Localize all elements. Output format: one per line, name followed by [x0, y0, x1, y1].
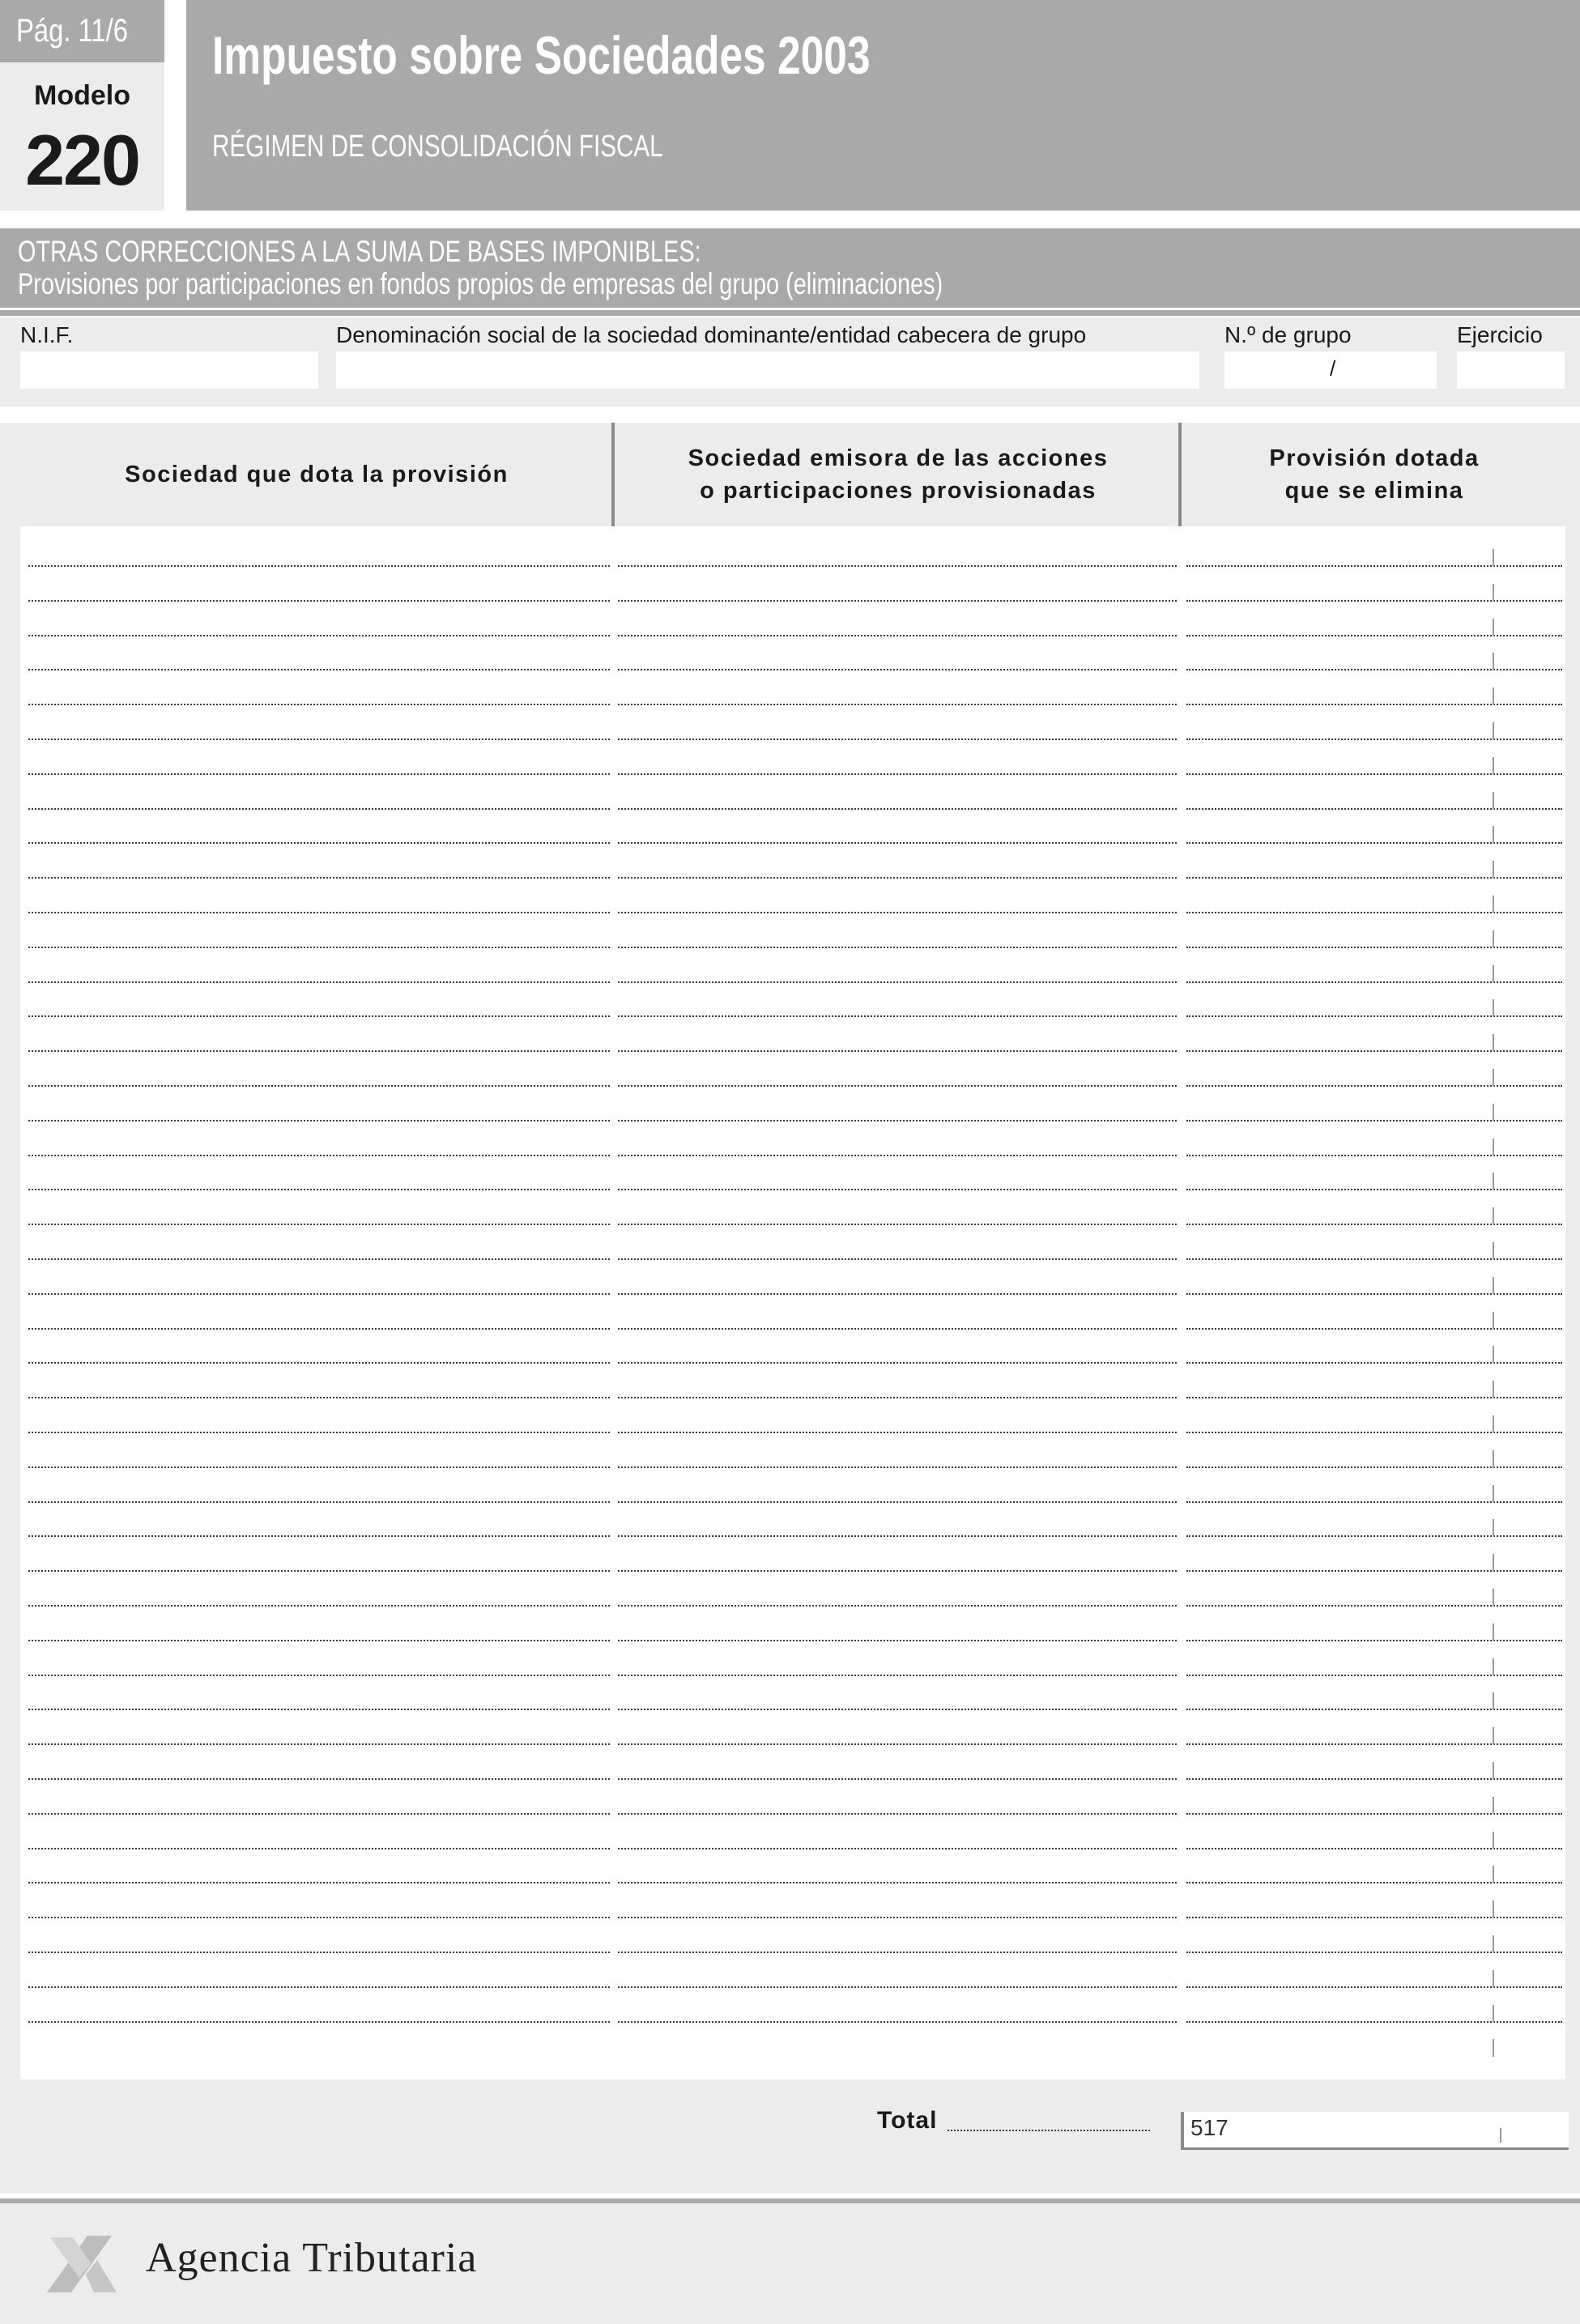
entry-line — [618, 1813, 1177, 1815]
table-row[interactable] — [20, 1207, 1565, 1225]
entry-line — [28, 1050, 610, 1052]
decimal-tick — [1493, 965, 1494, 983]
decimal-tick — [1493, 549, 1494, 567]
decimal-tick — [1493, 999, 1494, 1017]
table-row[interactable] — [20, 1970, 1565, 1988]
table-row[interactable] — [20, 1173, 1565, 1190]
entry-line — [1186, 1778, 1562, 1780]
entry-line — [28, 1155, 610, 1156]
entry-line — [1186, 704, 1562, 705]
decimal-tick — [1493, 1797, 1494, 1815]
entry-line — [1186, 1155, 1562, 1156]
entry-line — [618, 877, 1177, 879]
table-row[interactable] — [20, 1797, 1565, 1815]
entry-line — [28, 1466, 610, 1468]
entry-line — [618, 1466, 1177, 1468]
entry-line — [1186, 1570, 1562, 1572]
entry-line — [618, 1675, 1177, 1676]
decimal-tick — [1493, 826, 1494, 844]
entry-line — [1186, 1120, 1562, 1122]
section-heading-line1: OTRAS CORRECCIONES A LA SUMA DE BASES IMPONIBLES: — [18, 235, 701, 268]
title-box — [186, 0, 1580, 211]
table-row[interactable] — [20, 896, 1565, 913]
entry-line — [1186, 600, 1562, 602]
entry-line — [618, 1397, 1177, 1398]
entry-line — [618, 1848, 1177, 1849]
entry-line — [1186, 947, 1562, 948]
entry-line — [1186, 738, 1562, 740]
table-row[interactable] — [20, 1242, 1565, 1260]
page-number: Pág. 11/6 — [16, 13, 128, 49]
decimal-tick — [1493, 1207, 1494, 1225]
entry-line — [28, 565, 610, 567]
entry-line — [1186, 1328, 1562, 1330]
entry-line — [1186, 1917, 1562, 1918]
entry-line — [1186, 842, 1562, 844]
table-row[interactable] — [20, 861, 1565, 879]
entry-line — [1186, 1709, 1562, 1710]
entry-line — [1186, 1743, 1562, 1745]
entry-line — [1186, 1952, 1562, 1953]
divider — [0, 310, 1580, 316]
entry-line — [1186, 1813, 1562, 1815]
table-row[interactable] — [20, 1832, 1565, 1849]
entry-line — [28, 981, 610, 983]
denominacion-field[interactable] — [336, 351, 1199, 389]
table-row[interactable] — [20, 1381, 1565, 1398]
entry-line — [28, 1882, 610, 1883]
decimal-tick — [1493, 1900, 1494, 1918]
col-header-provision-dotada-line1: Provisión dotada — [1269, 445, 1480, 471]
decimal-tick — [1493, 584, 1494, 602]
section-heading — [0, 228, 1580, 308]
entry-line — [1186, 1224, 1562, 1225]
entry-line — [618, 947, 1177, 948]
entry-line — [28, 1952, 610, 1953]
entry-line — [28, 1501, 610, 1503]
entry-line — [28, 912, 610, 913]
table-row[interactable] — [20, 1034, 1565, 1052]
decimal-tick — [1493, 1935, 1494, 1953]
col-header-provision-dotada — [1183, 423, 1565, 526]
col-header-sociedad-dota — [20, 423, 613, 526]
entry-line — [618, 1432, 1177, 1433]
col-header-sociedad-emisora-line2: o participaciones provisionadas — [700, 478, 1097, 504]
decimal-tick — [1493, 1832, 1494, 1849]
entry-line — [618, 738, 1177, 740]
identification-row — [0, 317, 1580, 406]
entry-line — [28, 877, 610, 879]
entry-line — [1186, 1293, 1562, 1295]
entry-line — [618, 981, 1177, 983]
entry-line — [618, 1328, 1177, 1330]
entry-line — [1186, 1640, 1562, 1641]
table-row[interactable] — [20, 1485, 1565, 1503]
footer — [0, 2203, 1580, 2324]
grupo-label: N.º de grupo — [1224, 322, 1352, 347]
col-header-provision-dotada-line2: que se elimina — [1284, 478, 1464, 504]
table-row[interactable] — [20, 1104, 1565, 1122]
decimal-tick — [1493, 930, 1494, 948]
entry-line — [28, 1015, 610, 1017]
entry-line — [618, 704, 1177, 705]
provisions-table — [0, 423, 1580, 2194]
entry-line — [28, 1189, 610, 1190]
entry-line — [1186, 635, 1562, 636]
decimal-tick — [1493, 1658, 1494, 1676]
decimal-tick — [1493, 722, 1494, 740]
decimal-tick — [1493, 1692, 1494, 1710]
entry-line — [28, 1570, 610, 1572]
page-number-box — [0, 0, 164, 62]
entry-line — [618, 1743, 1177, 1745]
decimal-tick — [1493, 1173, 1494, 1190]
entry-line — [28, 1709, 610, 1710]
entry-line — [1186, 565, 1562, 567]
entry-line — [28, 2021, 610, 2023]
entry-line — [618, 1986, 1177, 1988]
entry-line — [1186, 1362, 1562, 1364]
entry-line — [1186, 1605, 1562, 1607]
table-row[interactable] — [20, 1935, 1565, 1953]
entry-line — [28, 1675, 610, 1676]
entry-line — [28, 669, 610, 670]
decimal-tick — [1500, 2128, 1501, 2143]
entry-line — [1186, 1848, 1562, 1849]
table-row[interactable] — [20, 722, 1565, 740]
ejercicio-field[interactable] — [1457, 351, 1565, 389]
total-leader-dots — [948, 2130, 1150, 2131]
entry-line — [28, 1120, 610, 1122]
entry-line — [1186, 877, 1562, 879]
entry-line — [618, 1155, 1177, 1156]
entry-line — [618, 1362, 1177, 1364]
entry-line — [618, 669, 1177, 670]
footer-brand: Agencia Tributaria — [146, 2235, 478, 2281]
table-row[interactable] — [20, 1762, 1565, 1780]
table-row[interactable] — [20, 826, 1565, 844]
decimal-tick — [1493, 1381, 1494, 1398]
entry-line — [1186, 1501, 1562, 1503]
nif-field[interactable] — [20, 351, 318, 389]
table-row[interactable] — [20, 687, 1565, 705]
decimal-tick — [1493, 1104, 1494, 1122]
table-row[interactable] — [20, 965, 1565, 983]
table-row[interactable] — [20, 653, 1565, 670]
entry-line — [28, 1605, 610, 1607]
table-row[interactable] — [20, 549, 1565, 567]
entry-line — [1186, 1397, 1562, 1398]
model-box — [0, 62, 164, 211]
entry-line — [28, 1397, 610, 1398]
entry-line — [618, 1501, 1177, 1503]
entry-line — [618, 2021, 1177, 2023]
entry-line — [28, 704, 610, 705]
entry-line — [618, 565, 1177, 567]
table-row[interactable] — [20, 1519, 1565, 1537]
entry-line — [618, 912, 1177, 913]
entry-line — [618, 1570, 1177, 1572]
table-row[interactable] — [20, 757, 1565, 775]
entry-line — [618, 1189, 1177, 1190]
total-field[interactable] — [1181, 2112, 1569, 2150]
entry-line — [1186, 1986, 1562, 1988]
entry-line — [28, 1848, 610, 1849]
entry-line — [618, 808, 1177, 810]
entry-line — [28, 1743, 610, 1745]
table-row[interactable] — [20, 2005, 1565, 2023]
entry-line — [28, 1535, 610, 1537]
decimal-tick — [1493, 1415, 1494, 1433]
entry-line — [618, 1015, 1177, 1017]
section-heading-line2: Provisiones por participaciones en fondos propios de empresas del grupo (eliminaciones) — [18, 267, 943, 300]
decimal-tick — [1493, 757, 1494, 775]
entry-line — [1186, 808, 1562, 810]
decimal-tick — [1493, 1485, 1494, 1503]
table-row[interactable] — [20, 999, 1565, 1017]
entry-line — [28, 738, 610, 740]
entry-line — [28, 1640, 610, 1641]
nif-label: N.I.F. — [20, 322, 74, 347]
table-row[interactable] — [20, 1900, 1565, 1918]
decimal-tick — [1493, 1624, 1494, 1641]
table-row[interactable] — [20, 1727, 1565, 1745]
entry-line — [1186, 1258, 1562, 1260]
entry-line — [1186, 1675, 1562, 1676]
entry-line — [618, 773, 1177, 775]
decimal-tick — [1493, 1069, 1494, 1087]
decimal-tick — [1493, 861, 1494, 879]
table-row[interactable] — [20, 1277, 1565, 1295]
entry-line — [28, 1362, 610, 1364]
entry-line — [1186, 1189, 1562, 1190]
decimal-tick — [1493, 1346, 1494, 1364]
entry-line — [618, 1085, 1177, 1087]
entry-line — [618, 1258, 1177, 1260]
entry-line — [28, 1813, 610, 1815]
col-header-sociedad-emisora-line1: Sociedad emisora de las acciones — [688, 445, 1109, 471]
entry-line — [1186, 912, 1562, 913]
total-label: Total — [877, 2107, 938, 2134]
table-row[interactable] — [20, 1415, 1565, 1433]
entry-line — [1186, 981, 1562, 983]
entry-line — [28, 635, 610, 636]
decimal-tick — [1493, 1034, 1494, 1052]
table-row[interactable] — [20, 1069, 1565, 1087]
decimal-tick — [1493, 1866, 1494, 1883]
entry-line — [618, 1293, 1177, 1295]
col-header-sociedad-dota-text: Sociedad que dota la provisión — [125, 462, 509, 487]
grupo-separator: / — [1330, 356, 1336, 381]
table-row[interactable] — [20, 1866, 1565, 1883]
model-number: 220 — [25, 120, 139, 200]
table-body — [20, 526, 1565, 2079]
table-row[interactable] — [20, 792, 1565, 810]
agencia-tributaria-logo-icon — [40, 2228, 121, 2301]
entry-line — [1186, 1432, 1562, 1433]
model-label: Modelo — [34, 80, 130, 111]
decimal-tick — [1493, 2005, 1494, 2023]
table-row[interactable] — [20, 1139, 1565, 1156]
entry-line — [28, 1085, 610, 1087]
table-row[interactable] — [20, 1312, 1565, 1330]
decimal-tick — [1493, 1762, 1494, 1780]
entry-line — [28, 842, 610, 844]
decimal-tick — [1493, 1727, 1494, 1745]
entry-line — [618, 1605, 1177, 1607]
entry-line — [618, 1224, 1177, 1225]
ejercicio-label: Ejercicio — [1457, 322, 1543, 347]
decimal-tick — [1493, 1312, 1494, 1330]
decimal-tick — [1493, 687, 1494, 705]
table-row[interactable] — [20, 1450, 1565, 1468]
entry-line — [28, 1293, 610, 1295]
table-row[interactable] — [20, 1692, 1565, 1710]
entry-line — [28, 1224, 610, 1225]
decimal-tick — [1493, 792, 1494, 810]
table-row[interactable] — [20, 619, 1565, 636]
decimal-tick — [1493, 1450, 1494, 1468]
entry-line — [618, 635, 1177, 636]
table-row[interactable] — [20, 584, 1565, 602]
denominacion-label: Denominación social de la sociedad dominante/entidad cabecera de grupo — [336, 322, 1087, 347]
entry-line — [1186, 1085, 1562, 1087]
table-row[interactable] — [20, 1658, 1565, 1676]
entry-line — [618, 1640, 1177, 1641]
entry-line — [28, 1432, 610, 1433]
form-subtitle: RÉGIMEN DE CONSOLIDACIÓN FISCAL — [212, 130, 663, 164]
entry-line — [28, 1986, 610, 1988]
entry-line — [28, 1328, 610, 1330]
decimal-tick — [1493, 1970, 1494, 1988]
decimal-tick — [1493, 1242, 1494, 1260]
entry-line — [618, 1050, 1177, 1052]
entry-line — [618, 600, 1177, 602]
entry-line — [618, 1882, 1177, 1883]
decimal-tick — [1493, 896, 1494, 913]
decimal-tick — [1493, 619, 1494, 636]
decimal-tick — [1493, 1554, 1494, 1572]
decimal-tick — [1493, 1139, 1494, 1156]
table-row[interactable] — [20, 930, 1565, 948]
entry-line — [1186, 1882, 1562, 1883]
entry-line — [618, 1709, 1177, 1710]
form-title: Impuesto sobre Sociedades 2003 — [212, 25, 871, 85]
entry-line — [28, 773, 610, 775]
total-box-code: 517 — [1190, 2115, 1229, 2140]
entry-line — [618, 1778, 1177, 1780]
entry-line — [1186, 773, 1562, 775]
decimal-tick — [1493, 653, 1494, 670]
entry-line — [28, 1917, 610, 1918]
decimal-tick — [1493, 1519, 1494, 1537]
table-row[interactable] — [20, 1624, 1565, 1641]
entry-line — [1186, 2021, 1562, 2023]
col-header-sociedad-emisora — [616, 423, 1180, 526]
entry-line — [618, 1120, 1177, 1122]
entry-line — [28, 1778, 610, 1780]
entry-line — [1186, 1050, 1562, 1052]
entry-line — [618, 1535, 1177, 1537]
entry-line — [618, 1917, 1177, 1918]
entry-line — [1186, 1015, 1562, 1017]
decimal-tick — [1493, 2039, 1494, 2057]
table-row[interactable] — [20, 1554, 1565, 1572]
decimal-tick — [1493, 1589, 1494, 1607]
entry-line — [28, 947, 610, 948]
entry-line — [28, 600, 610, 602]
entry-line — [28, 808, 610, 810]
table-row[interactable] — [20, 1589, 1565, 1607]
entry-line — [618, 842, 1177, 844]
decimal-tick — [1493, 1277, 1494, 1295]
entry-line — [1186, 1466, 1562, 1468]
entry-line — [618, 1952, 1177, 1953]
table-row[interactable] — [20, 1346, 1565, 1364]
entry-line — [1186, 1535, 1562, 1537]
entry-line — [28, 1258, 610, 1260]
entry-line — [1186, 669, 1562, 670]
